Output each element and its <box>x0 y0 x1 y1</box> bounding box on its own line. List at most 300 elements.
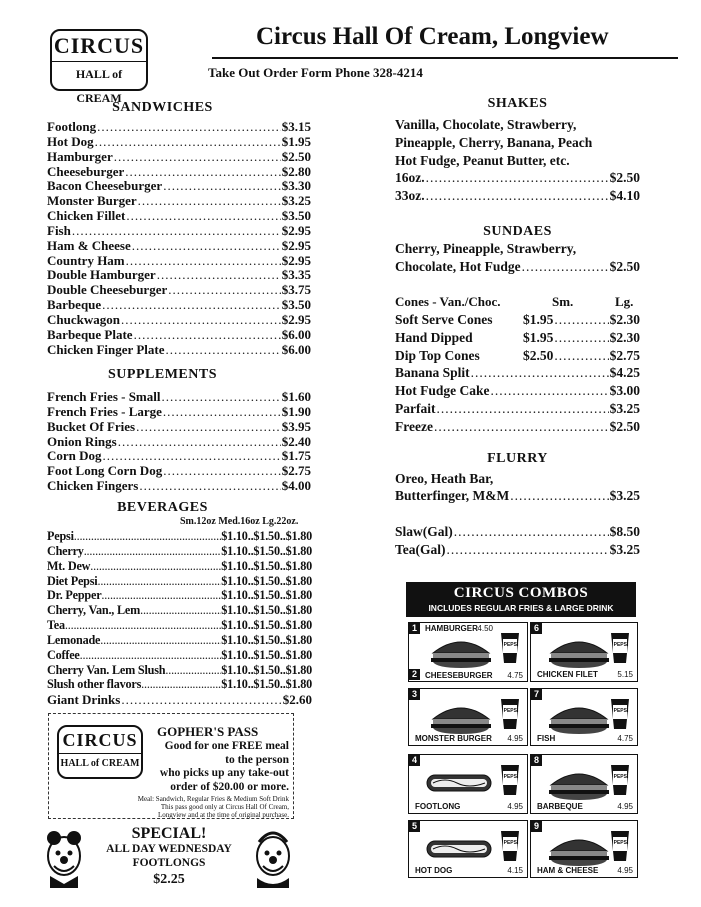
item-name: 33oz. <box>395 187 425 203</box>
combo-price: 4.75 <box>617 734 633 743</box>
special-price: $2.25 <box>153 872 185 887</box>
item-price: $3.30 <box>281 178 311 194</box>
combo-box <box>530 688 638 746</box>
beverage-name: Diet Pepsi <box>47 573 98 588</box>
shake-flavor-line: Vanilla, Chocolate, Strawberry, <box>395 117 577 132</box>
item-name: Chicken Fingers <box>47 478 139 494</box>
gopher-logo-hall: HALL of CREAM <box>59 753 141 774</box>
supplement-row <box>47 463 311 478</box>
dessert-name: Hot Fudge Cake <box>395 383 490 399</box>
combo-name: HAMBURGER <box>425 624 478 633</box>
separator: .. <box>247 632 254 647</box>
beverages-heading: BEVERAGES <box>117 500 208 515</box>
combo-name: CHEESEBURGER <box>425 671 493 680</box>
clown-face-right-icon <box>249 826 297 890</box>
dessert-price: $4.25 <box>609 365 640 381</box>
dot-leader <box>97 574 221 589</box>
item-price: $3.25 <box>281 193 311 209</box>
dot-leader <box>114 149 281 165</box>
dot-leader <box>90 559 221 574</box>
supplement-row <box>47 478 311 493</box>
beverage-row <box>47 574 312 589</box>
beverage-row <box>47 529 312 544</box>
item-name: French Fries - Large <box>47 403 162 419</box>
sandwich-row <box>47 119 311 134</box>
combos-subtitle: INCLUDES REGULAR FRIES & LARGE DRINK <box>428 603 614 613</box>
flurry-line1: Oreo, Heath Bar, <box>395 471 494 486</box>
combo-name: HOT DOG <box>415 866 453 875</box>
separator: .. <box>247 558 254 573</box>
flurry-row <box>395 488 640 503</box>
dessert-row <box>395 365 640 383</box>
dot-leader <box>132 238 281 254</box>
beverage-price-sm: $1.10 <box>221 543 248 558</box>
separator: .. <box>279 529 286 543</box>
dot-leader <box>100 633 221 648</box>
supplement-row <box>47 389 311 404</box>
beverage-price-lg: $1.80 <box>285 677 312 692</box>
shakes-heading: SHAKES <box>487 96 548 111</box>
footlong-icon <box>425 765 495 801</box>
beverage-price-med: $1.50 <box>253 647 280 662</box>
item-name: Country Ham <box>47 252 125 268</box>
dot-leader <box>140 603 221 618</box>
separator: .. <box>279 677 286 692</box>
item-name: Corn Dog <box>47 448 102 464</box>
combo-name: MONSTER BURGER <box>415 734 492 743</box>
beverage-price-sm: $1.10 <box>221 573 248 588</box>
supplements-list <box>47 389 311 493</box>
item-name: Bucket Of Fries <box>47 418 136 434</box>
separator: .. <box>279 543 286 558</box>
dot-leader <box>165 342 280 358</box>
item-price: $3.50 <box>281 297 311 313</box>
dot-leader <box>95 134 281 150</box>
separator: .. <box>279 573 286 588</box>
beverage-row <box>47 648 312 663</box>
item-name: Hamburger <box>47 148 113 164</box>
dot-leader <box>554 330 608 346</box>
separator: .. <box>279 662 286 677</box>
combo-name: FISH <box>537 734 556 743</box>
fish-sandwich-icon <box>543 699 613 735</box>
separator: .. <box>279 632 286 647</box>
drink-cup-label: PEPSI <box>503 774 519 780</box>
beverage-price-lg: $1.80 <box>285 543 312 558</box>
dot-leader <box>426 170 609 186</box>
drink-cup-icon <box>609 829 631 863</box>
beverage-row <box>47 633 312 648</box>
beverage-name: Cherry, Van., Lem <box>47 603 141 618</box>
monster-burger-icon <box>425 699 495 735</box>
cone-row <box>395 348 640 366</box>
dot-leader <box>103 448 281 464</box>
combo-name: FOOTLONG <box>415 802 461 811</box>
gopher-line: to the person <box>225 753 289 766</box>
combo-number: 5 <box>409 821 420 832</box>
drink-cup-label: PEPSI <box>613 840 629 846</box>
combo-number: 6 <box>531 623 542 634</box>
item-price: $6.00 <box>281 326 311 342</box>
sandwich-row <box>47 238 311 253</box>
beverage-price-med: $1.50 <box>253 558 280 573</box>
gopher-fine-line: Longview and at the time of original purchase. <box>157 811 289 819</box>
dessert-price: $3.00 <box>609 383 640 399</box>
giant-drinks-price: $2.60 <box>282 692 312 707</box>
separator: .. <box>279 618 286 633</box>
combo-name: HAM & CHEESE <box>537 866 599 875</box>
dot-leader <box>447 542 609 558</box>
separator: .. <box>279 558 286 573</box>
sandwich-row <box>47 178 311 193</box>
sandwich-row <box>47 282 311 297</box>
beverage-price-med: $1.50 <box>253 662 280 677</box>
combo-box <box>408 688 528 746</box>
drink-cup-icon <box>499 697 521 731</box>
item-price: $8.50 <box>609 524 640 539</box>
sundaes-flavors-line1: Cherry, Pineapple, Strawberry, <box>395 241 577 256</box>
drink-cup-icon <box>609 631 631 665</box>
combo-box <box>530 820 638 878</box>
dessert-row <box>395 419 640 437</box>
dot-leader <box>165 663 221 678</box>
sandwich-row <box>47 297 311 312</box>
cones-header-sm: Sm. <box>552 294 574 309</box>
cone-price-lg: $2.30 <box>609 329 640 345</box>
combos-grid <box>406 622 636 878</box>
item-price: $1.95 <box>281 133 311 149</box>
sandwich-row <box>47 193 311 208</box>
item-name: Chuckwagon <box>47 311 120 327</box>
combos-title: CIRCUS COMBOS <box>453 585 589 601</box>
beverage-price-sm: $1.10 <box>221 647 248 662</box>
cone-row <box>395 312 640 330</box>
page-title: Circus Hall Of Cream, Longview <box>256 23 609 50</box>
cone-price-lg: $2.75 <box>609 347 640 363</box>
dessert-price: $2.50 <box>609 418 640 434</box>
flurry-line2: Butterfinger, M&M <box>395 488 510 503</box>
beverage-price-lg: $1.80 <box>285 647 312 662</box>
gophers-pass-box <box>48 713 294 819</box>
extras-list <box>395 524 640 560</box>
giant-drinks-row <box>47 692 312 707</box>
gophers-pass-title: GOPHER'S PASS <box>157 724 259 739</box>
item-name: Fish <box>47 222 71 238</box>
gopher-fine-line: Meal: Sandwich, Regular Fries & Medium Soft Drink <box>137 795 289 803</box>
separator: .. <box>247 662 254 677</box>
beverage-price-sm: $1.10 <box>221 529 248 543</box>
item-name: French Fries - Small <box>47 389 161 404</box>
gopher-line: who picks up any take-out <box>159 767 289 779</box>
beverage-price-sm: $1.10 <box>221 603 248 618</box>
supplement-row <box>47 419 311 434</box>
combo-price: 4.75 <box>507 671 523 680</box>
item-price: $2.95 <box>281 237 311 253</box>
item-price: $3.15 <box>281 119 311 134</box>
beverage-name: Mt. Dew <box>47 558 91 573</box>
cone-name: Soft Serve Cones <box>395 312 493 327</box>
cones-list <box>395 312 640 437</box>
beverage-row <box>47 618 312 633</box>
page-subtitle: Take Out Order Form Phone 328-4214 <box>208 65 423 80</box>
sundaes-flavors-line2: Chocolate, Hot Fudge <box>395 259 521 274</box>
beverage-price-med: $1.50 <box>253 618 280 633</box>
beverage-price-lg: $1.80 <box>285 618 312 633</box>
item-price: $2.95 <box>281 311 311 327</box>
gopher-fine-line: This pass good only at Circus Hall Of Cream, <box>160 803 289 811</box>
separator: .. <box>279 588 286 603</box>
supplement-row <box>47 434 311 449</box>
ham-cheese-icon <box>543 831 613 867</box>
beverage-row <box>47 603 312 618</box>
sandwich-row <box>47 134 311 149</box>
beverage-row <box>47 663 312 678</box>
giant-drinks-name: Giant Drinks <box>47 692 121 707</box>
shake-flavor-line: Hot Fudge, Peanut Butter, etc. <box>395 152 570 168</box>
drink-cup-label: PEPSI <box>613 642 629 648</box>
item-price: $3.50 <box>281 208 311 224</box>
item-price: $2.75 <box>281 463 311 479</box>
beverage-price-lg: $1.80 <box>285 558 312 573</box>
dot-leader <box>74 529 222 544</box>
shake-size-row <box>395 188 640 206</box>
beverage-name: Slush other flavors <box>47 677 142 692</box>
item-price: $3.25 <box>609 541 640 557</box>
sandwich-row <box>47 312 311 327</box>
item-price: $1.90 <box>281 403 311 419</box>
beverage-size-header: Sm.12oz Med.16oz Lg.22oz. <box>180 516 299 527</box>
item-price: $4.00 <box>281 478 311 494</box>
dot-leader <box>436 401 608 417</box>
separator: .. <box>247 588 254 603</box>
dot-leader <box>163 404 281 420</box>
item-name: Ham & Cheese <box>47 237 131 253</box>
dot-leader <box>102 297 281 313</box>
dessert-name: Parfait <box>395 400 436 416</box>
sandwich-row <box>47 267 311 282</box>
dot-leader <box>136 419 281 435</box>
dot-leader <box>471 365 609 381</box>
drink-cup-label: PEPSI <box>613 774 629 780</box>
dot-leader <box>121 312 281 328</box>
beverage-name: Lemonade <box>47 632 101 647</box>
item-price: $3.95 <box>281 418 311 434</box>
beverage-price-lg: $1.80 <box>285 588 312 603</box>
cone-row <box>395 330 640 348</box>
item-name: Tea(Gal) <box>395 541 446 557</box>
drink-cup-icon <box>609 697 631 731</box>
dot-leader <box>97 119 281 135</box>
combo-box <box>408 820 528 878</box>
separator: .. <box>279 647 286 662</box>
item-price: $2.80 <box>281 163 311 179</box>
drink-cup-label: PEPSI <box>503 642 519 648</box>
combo-box <box>530 754 638 814</box>
beverage-row <box>47 544 312 559</box>
separator: .. <box>247 618 254 633</box>
item-name: Onion Rings <box>47 433 117 449</box>
extra-row <box>395 524 640 542</box>
beverage-price-sm: $1.10 <box>221 632 248 647</box>
combo-price: 5.15 <box>617 670 633 679</box>
dot-leader <box>138 193 281 209</box>
sundaes-heading: SUNDAES <box>483 224 552 239</box>
dot-leader <box>101 588 221 603</box>
separator: .. <box>247 529 254 543</box>
separator: .. <box>247 543 254 558</box>
item-price: $1.60 <box>281 389 311 404</box>
drink-cup-icon <box>609 763 631 797</box>
beverage-name: Pepsi <box>47 529 74 543</box>
cone-name: Dip Top Cones <box>395 347 480 363</box>
sandwich-row <box>47 208 311 223</box>
beverage-row <box>47 588 312 603</box>
beverage-price-lg: $1.80 <box>285 632 312 647</box>
drink-cup-label: PEPSI <box>613 708 629 714</box>
chicken-filet-icon <box>543 633 613 669</box>
item-price: $2.95 <box>281 222 311 238</box>
item-price: $3.35 <box>281 267 311 283</box>
dot-leader <box>162 389 281 405</box>
dot-leader <box>125 164 280 180</box>
item-name: Cheeseburger <box>47 163 125 179</box>
item-price: $2.50 <box>609 170 640 185</box>
hot-dog-icon <box>425 831 495 867</box>
special-title: SPECIAL! <box>131 825 207 842</box>
combo-number: 9 <box>531 821 542 832</box>
dot-leader <box>168 282 281 298</box>
separator: .. <box>279 603 286 618</box>
drink-cup-icon <box>499 631 521 665</box>
beverage-name: Coffee <box>47 647 80 662</box>
beverages-list <box>47 529 312 692</box>
beverage-row <box>47 559 312 574</box>
hamburger-icon <box>425 633 495 669</box>
cone-price-sm: $1.95 <box>523 312 554 327</box>
dessert-row <box>395 383 640 401</box>
item-name: Double Cheeseburger <box>47 282 168 298</box>
separator: .. <box>247 677 254 692</box>
item-name: Monster Burger <box>47 193 137 209</box>
supplement-row <box>47 448 311 463</box>
item-name: Bacon Cheeseburger <box>47 178 163 194</box>
beverage-price-sm: $1.10 <box>221 588 248 603</box>
item-name: Hot Dog <box>47 133 94 149</box>
drink-cup-icon <box>499 829 521 863</box>
sandwich-row <box>47 223 311 238</box>
sundaes-price: $2.50 <box>609 259 640 274</box>
shakes-sizes <box>395 170 640 206</box>
combo-name: CHICKEN FILET <box>537 670 598 679</box>
item-name: Barbeque <box>47 297 102 313</box>
drink-cup-label: PEPSI <box>503 840 519 846</box>
shake-flavor-line: Pineapple, Cherry, Banana, Peach <box>395 134 593 150</box>
cone-price-sm: $1.95 <box>523 329 554 345</box>
supplement-row <box>47 404 311 419</box>
sandwich-row <box>47 164 311 179</box>
beverage-price-lg: $1.80 <box>285 573 312 588</box>
gopher-logo-circus: CIRCUS <box>62 730 138 750</box>
beverage-price-med: $1.50 <box>253 573 280 588</box>
dot-leader <box>139 478 280 494</box>
barbeque-icon <box>543 765 613 801</box>
drink-cup-icon <box>499 763 521 797</box>
gophers-pass-fine-print <box>89 795 289 819</box>
beverage-price-sm: $1.10 <box>221 677 248 692</box>
dot-leader <box>554 348 608 364</box>
extra-row <box>395 542 640 560</box>
dot-leader <box>510 488 608 504</box>
item-name: 16oz. <box>395 170 425 185</box>
cones-header-lg: Lg. <box>615 294 634 309</box>
combo-price: 4.15 <box>507 866 523 875</box>
item-price: $1.75 <box>281 448 311 464</box>
combo-number: 4 <box>409 755 420 766</box>
beverage-name: Cherry Van. Lem Slush <box>47 662 166 677</box>
item-price: $2.40 <box>281 433 311 449</box>
beverage-price-sm: $1.10 <box>221 618 248 633</box>
dot-leader <box>163 463 281 479</box>
dot-leader <box>134 327 281 343</box>
dot-leader <box>163 178 281 194</box>
combo-price: 4.95 <box>507 734 523 743</box>
sandwiches-heading: SANDWICHES <box>112 100 213 115</box>
dot-leader <box>84 544 222 559</box>
dessert-name: Freeze <box>395 418 433 434</box>
dot-leader <box>126 253 281 269</box>
dot-leader <box>434 419 609 435</box>
sandwich-row <box>47 253 311 268</box>
combo-price: 4.95 <box>617 866 633 875</box>
beverage-price-med: $1.50 <box>253 529 280 543</box>
combo-number: 2 <box>409 669 420 680</box>
beverage-price-med: $1.50 <box>253 677 280 692</box>
dot-leader <box>65 618 221 633</box>
flurry-heading: FLURRY <box>487 451 548 466</box>
beverage-row <box>47 677 312 692</box>
gophers-pass-text <box>147 740 289 794</box>
cone-name: Hand Dipped <box>395 329 473 345</box>
combo-price: 4.95 <box>507 802 523 811</box>
combo-price: 4.50 <box>477 624 493 633</box>
sundaes-row <box>395 259 640 274</box>
circus-logo <box>50 29 148 105</box>
combo-price: 4.95 <box>617 802 633 811</box>
dot-leader <box>141 677 221 692</box>
dot-leader <box>522 259 609 275</box>
item-price: $3.75 <box>281 282 311 298</box>
beverage-price-sm: $1.10 <box>221 662 248 677</box>
dot-leader <box>118 434 281 450</box>
dot-leader <box>121 692 281 708</box>
gopher-logo <box>57 725 143 779</box>
drink-cup-label: PEPSI <box>503 708 519 714</box>
dot-leader <box>554 312 608 328</box>
item-price: $2.50 <box>281 148 311 164</box>
beverage-price-lg: $1.80 <box>285 603 312 618</box>
cones-header <box>395 294 640 310</box>
combos-header <box>406 582 636 617</box>
beverage-price-sm: $1.10 <box>221 558 248 573</box>
special-line2: FOOTLONGS <box>132 857 206 869</box>
sandwich-row <box>47 149 311 164</box>
item-name: Chicken Finger Plate <box>47 341 165 357</box>
sandwich-row <box>47 342 311 357</box>
shakes-flavors <box>395 116 592 169</box>
dessert-price: $3.25 <box>609 400 640 416</box>
item-name: Chicken Fillet <box>47 208 126 224</box>
dot-leader <box>80 648 222 663</box>
